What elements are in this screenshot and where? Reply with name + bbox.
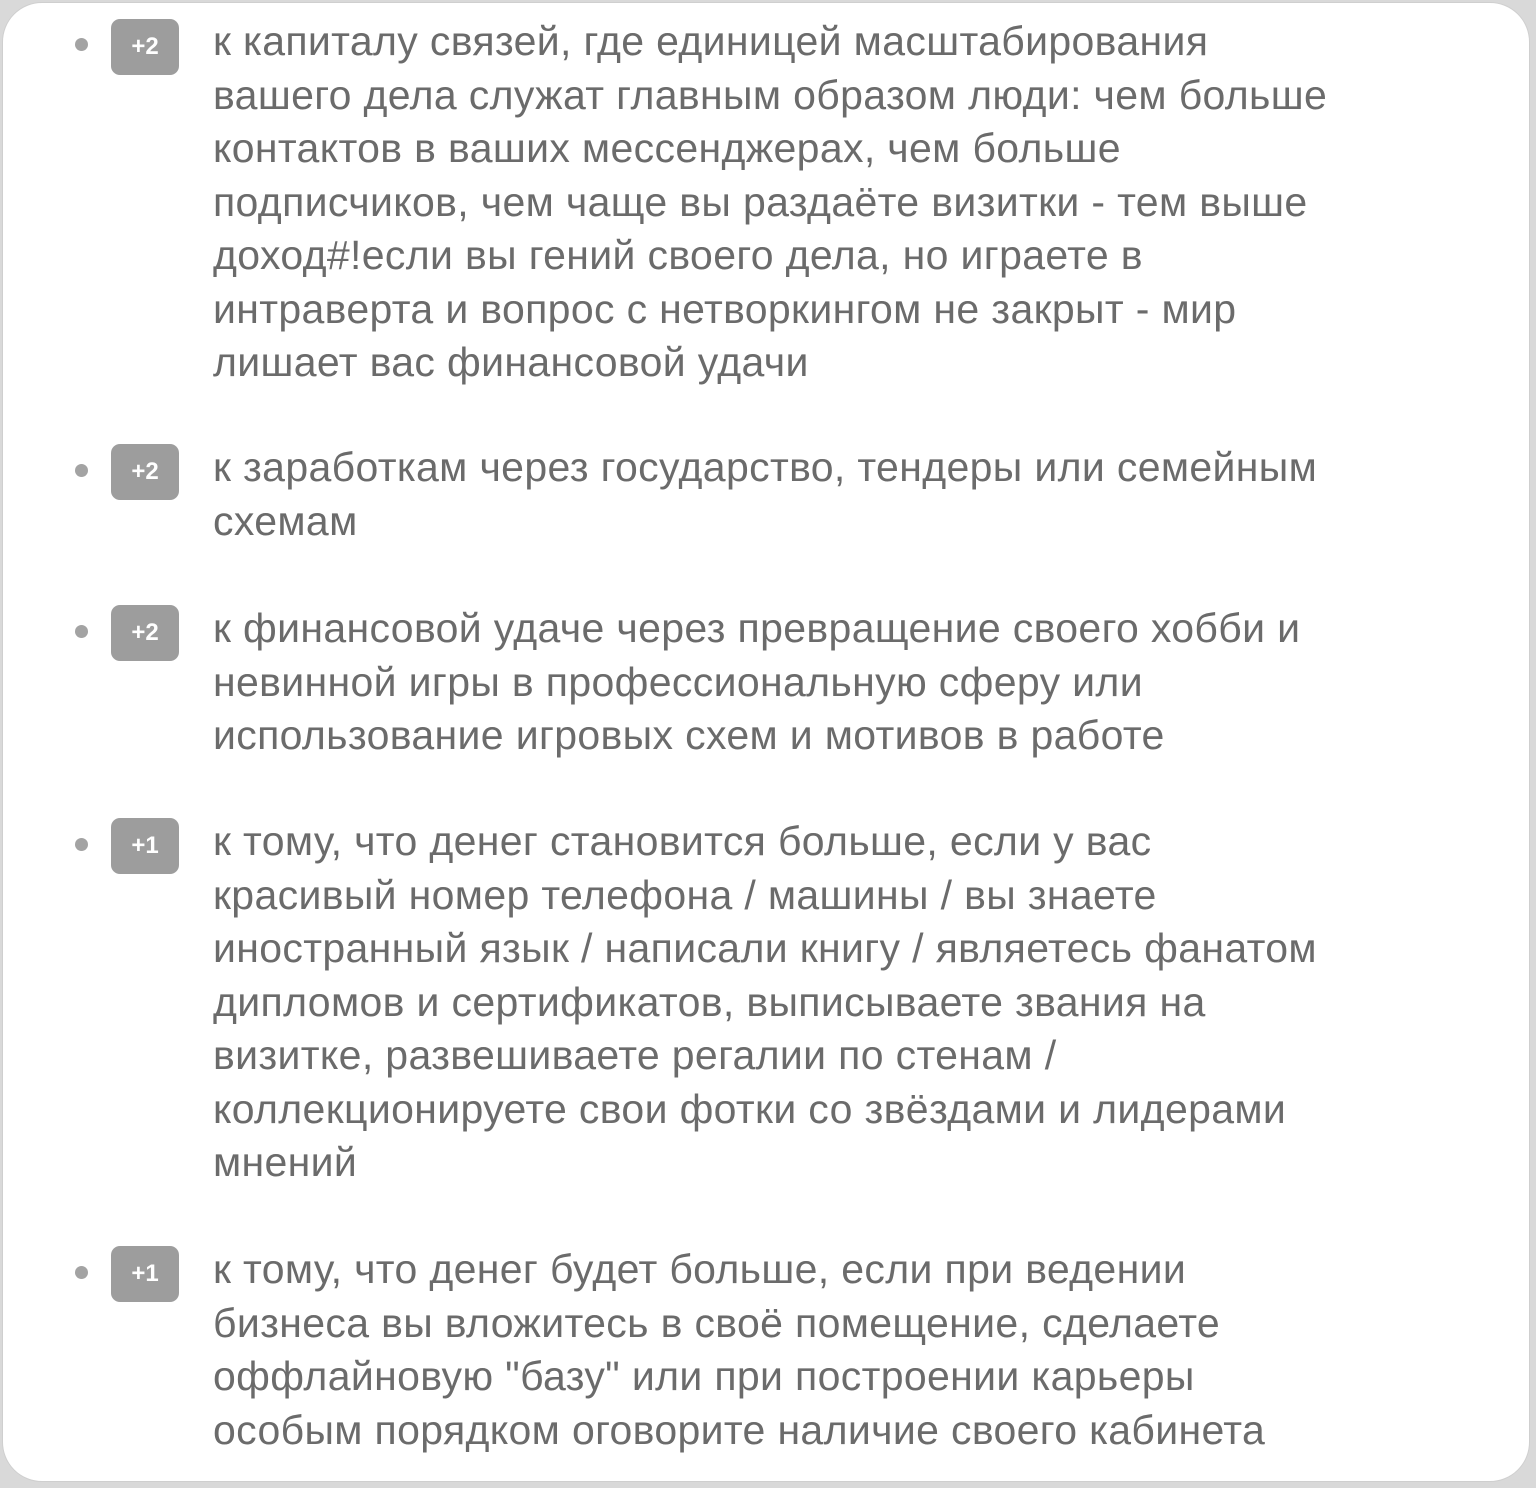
score-badge: +1 — [111, 1246, 179, 1302]
bullet-icon — [75, 838, 88, 851]
content-card — [2, 2, 1530, 1482]
score-badge: +2 — [111, 19, 179, 75]
bullet-icon — [75, 38, 88, 51]
bullet-icon — [75, 464, 88, 477]
item-text: к финансовой удаче через превращение своего хобби и невинной игры в профессиональную сферу или использование игровых схем и мотивов в работе — [213, 605, 1301, 758]
item-text: к тому, что денег становится больше, если у вас красивый номер телефона / машины / вы знаете иностранный язык / написали книгу / являетесь фанатом дипломов и сертификатов, выписываете звания на визитке, развешиваете регалии по стенам / коллекционируете свои фотки со звёздами и лидерами мнений — [213, 818, 1317, 1185]
item-text: к заработкам через государство, тендеры или семейным схемам — [213, 444, 1318, 544]
bullet-icon — [75, 625, 88, 638]
score-badge: +1 — [111, 818, 179, 874]
item-text: к тому, что денег будет больше, если при ведении бизнеса вы вложитесь в своё помещение, сделаете оффлайновую "базу" или при построении карьеры особым порядком оговорите наличие своего кабинета — [213, 1246, 1266, 1453]
score-badge: +2 — [111, 605, 179, 661]
score-badge: +2 — [111, 444, 179, 500]
item-text: к капиталу связей, где единицей масштабирования вашего дела служат главным образом люди: чем больше контактов в ваших мессенджерах, чем больше подписчиков, чем чаще вы раздаёте визитки - тем выше доход#!если вы гений своего дела, но играете в интраверта и вопрос с нетворкингом не закрыт - мир лишает вас финансовой удачи — [213, 18, 1328, 385]
bullet-icon — [75, 1266, 88, 1279]
